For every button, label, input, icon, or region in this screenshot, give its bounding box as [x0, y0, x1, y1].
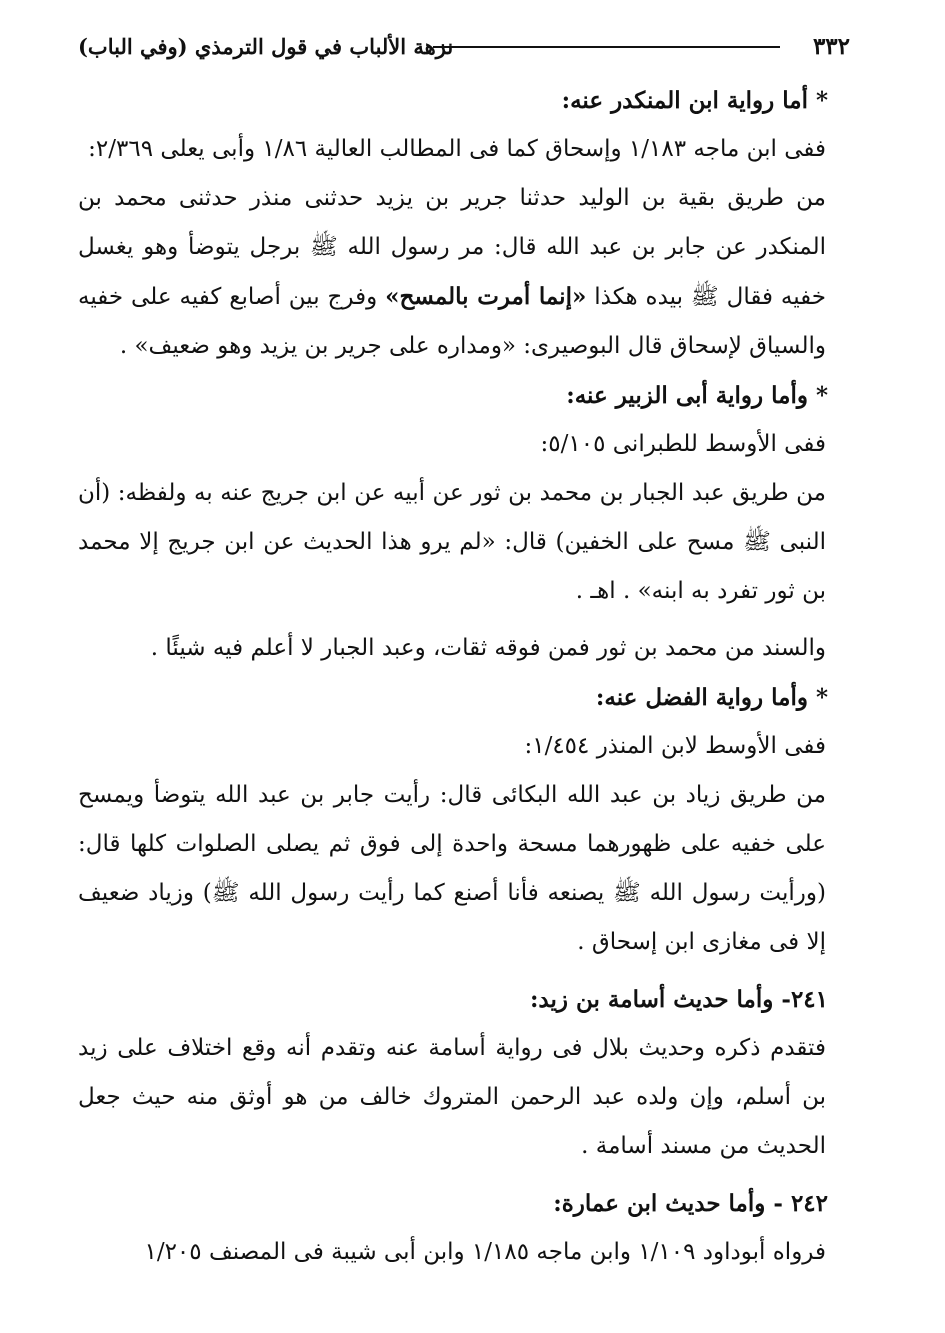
hadith-heading-242: ٢٤٢ - وأما حديث ابن عمارة: [553, 1190, 828, 1217]
source-citation-ibn-al-mundhir: ففى الأوسط لابن المنذر ١/٤٥٤: [524, 733, 826, 759]
source-citation-abu-dawud: فرواه أبوداود ١/١٠٩ وابن ماجه ١/١٨٥ وابن أبى شيبة فى المصنف ١/٢٠٥ [144, 1239, 826, 1265]
isnad-assessment: والسند من محمد بن ثور فمن فوقه ثقات، وعبد الجبار لا أعلم فيه شيئًا . [150, 635, 826, 661]
commentary-paragraph: فتقدم ذكره وحديث بلال فى رواية أسامة عنه وتقدم أنه وقع اختلاف على زيد بن أسلم، وإن ولده عبد الرحمن المتروك خالف من هو أوثق منه حيث جعل الحديث من مسند أسامة . [78, 1035, 826, 1159]
section-heading-abu-al-zubayr: * وأما رواية أبى الزبير عنه: [566, 382, 828, 409]
page-body [78, 76, 850, 1277]
section-heading-al-fadl: * وأما رواية الفضل عنه: [595, 684, 828, 711]
source-citation-tabarani: ففى الأوسط للطبرانى ٥/١٠٥: [540, 431, 826, 457]
hadith-heading-241: ٢٤١- وأما حديث أسامة بن زيد: [529, 986, 828, 1013]
source-citation-ibn-majah: ففى ابن ماجه ١/١٨٣ وإسحاق كما فى المطالب العالية ١/٨٦ وأبى يعلى ٢/٣٦٩: [88, 136, 826, 162]
book-title: نزهة الألباب في قول الترمذي (وفي الباب) [78, 33, 454, 59]
book-page [78, 26, 850, 1316]
page-number: ٣٣٢ [812, 32, 850, 60]
text-run: من طريق بقية بن الوليد حدثنا جرير بن يزيد حدثنى منذر حدثنى محمد بن المنكدر عن جابر بن عبد الله قال: مر رسول الله ﷺ برجل يتوضأ وهو يغسل خفيه فقال ﷺ بيده هكذا [78, 185, 827, 310]
text-run: وفرج بين أصابع كفيه على خفيه والسياق لإسحاق قال البوصيرى: «ومداره على جرير بن يزيد وهو ضعيف» . [78, 284, 826, 359]
header-rule [433, 46, 780, 48]
hadith-chain-paragraph: من طريق زياد بن عبد الله البكائى قال: رأيت جابر بن عبد الله يتوضأ ويمسح على خفيه على ظهورهما مسحة واحدة إلى فوق ثم يصلى الصلوات كلها قال: (ورأيت رسول الله ﷺ يصنعه فأنا أصنع كما رأيت رسول الله ﷺ) وزياد ضعيف إلا فى مغازى ابن إسحاق . [78, 782, 826, 955]
hadith-chain-paragraph: من طريق عبد الجبار بن محمد بن ثور عن أبيه عن ابن جريج عنه به ولفظه: (أن النبى ﷺ مسح على الخفين) قال: «لم يرو هذا الحديث عن ابن جريج إلا محمد بن ثور تفرد به ابنه» . اهـ . [78, 480, 826, 604]
running-head [78, 26, 850, 66]
section-heading-ibn-al-munkadir: * أما رواية ابن المنكدر عنه: [561, 87, 828, 114]
hadith-chain-paragraph [78, 174, 850, 371]
prophetic-quote: «إنما أمرت بالمسح» [385, 283, 587, 310]
